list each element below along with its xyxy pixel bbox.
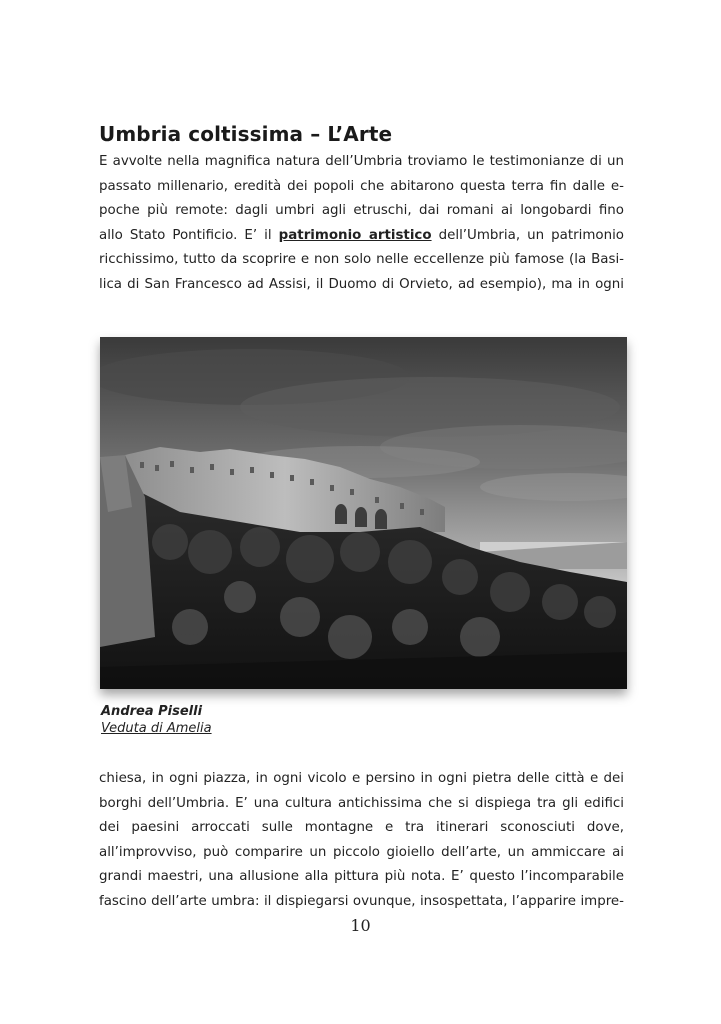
text-line: ricchissimo, tutto da scoprire e non solo nelle eccellenze più famose (la Basi- (99, 252, 624, 268)
text-segment: allo Stato Pontificio. E’ il (99, 227, 272, 243)
photo-author: Andrea Piselli (101, 704, 203, 719)
text-line: fascino dell’arte umbra: il dispiegarsi ovunque, insospettata, l’apparire impre- (99, 893, 624, 909)
paragraph-intro (99, 150, 624, 298)
text-line: grandi maestri, una allusione alla pittura più nota. E’ questo l’incomparabile (99, 869, 624, 885)
text-line: poche più remote: dagli umbri agli etruschi, dai romani ai longobardi fino (99, 203, 624, 219)
text-line (99, 224, 624, 249)
photo-frame (100, 337, 627, 689)
text-line: chiesa, in ogni piazza, in ogni vicolo e persino in ogni pietra delle città e dei (99, 771, 624, 786)
text-line: passato millenario, eredità dei popoli che abitarono questa terra fin dalle e- (99, 178, 624, 194)
text-line: E avvolte nella magnifica natura dell’Umbria troviamo le testimonianze di un (99, 154, 624, 169)
text-line: lica di San Francesco ad Assisi, il Duomo di Orvieto, ad esempio), ma in ogni (99, 276, 624, 292)
patrimonio-artistico-link[interactable]: patrimonio artistico (278, 227, 432, 243)
amelia-landscape-photo (100, 337, 627, 689)
text-line: dei paesini arroccati sulle montagne e tra itinerari sconosciuti dove, (99, 820, 624, 836)
photo-title: Veduta di Amelia (101, 721, 212, 736)
text-segment: dell’Umbria, un patrimonio (438, 227, 624, 243)
paragraph-continuation (99, 767, 624, 915)
text-line: all’improvviso, può comparire un piccolo gioiello dell’arte, un ammiccare ai (99, 844, 624, 860)
page-number: 10 (350, 916, 371, 935)
text-line: borghi dell’Umbria. E’ una cultura antichissima che si dispiega tra gli edifici (99, 795, 624, 811)
page-title: Umbria coltissima – L’Arte (99, 122, 393, 146)
